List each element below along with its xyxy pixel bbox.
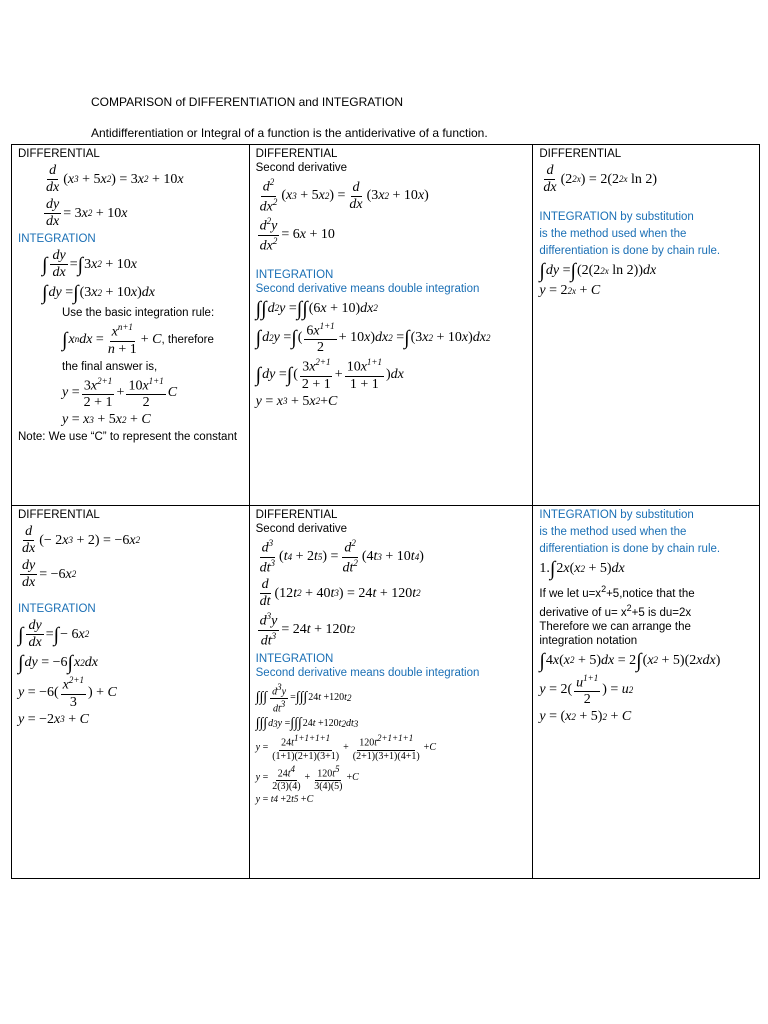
math-block: ∫∫∫ $\frac{d^3y}{dt^3}$ = ∫∫∫ 24 t +120 t 2 ∫∫∫ d 3 y = ∫∫∫ 24 t +120 t 2 dt 3 y = $\frac{24t^{1+1+1+1}}{(1+1)(2+1)(3+1)}$ + $\frac{120t^{2+1+1+1}}{(2+1)(3+1)(4+1)}$ + C y = $\frac{24t^4}{2(3)(4)}$ + $\frac{120t^5}{3(4)(5)}$ + C y = t 4 +2 t 5 + C — [255, 681, 436, 805]
cell-polynomial — [12, 145, 250, 506]
math-block: $\frac{d}{dx}$ (2 2x ) = 2(2 2x ln 2) — [543, 163, 658, 195]
substitution-line-3: differentiation is done by chain rule. — [539, 245, 721, 257]
math-block: ∫ dy = ∫ (2(2 2x ln 2)) dx y = 2 2x + C — [539, 260, 657, 298]
math-block: $\frac{d}{dx}$ (− 2 x 3 + 2) = −6 x 2 $\frac{dy}{dx}$ = −6 x 2 — [22, 524, 141, 590]
math-block: ∫ $\frac{dy}{dx}$ = ∫ − 6 x 2 ∫ dy = −6 ∫ x 2 dx y = −6( $\frac{x^{2+1}}{3}$ ) + C y = −2 x 3 + C — [18, 618, 117, 727]
substitution-line-1: INTEGRATION by substitution — [539, 509, 694, 521]
differential-heading: DIFFERENTIAL — [18, 148, 100, 160]
final-answer-text: the final answer is, — [62, 360, 158, 373]
substitution-line-2: is the method used when the — [539, 526, 687, 538]
constant-note: Note: We use “C” to represent the constant — [18, 431, 238, 444]
let-text: If we let $u=x^2+5,notice$ that the — [539, 584, 695, 600]
differential-heading: DIFFERENTIAL — [255, 148, 338, 160]
page-title: COMPARISON of DIFFERENTIATION and INTEGRATION — [91, 95, 404, 109]
differential-heading: DIFFERENTIAL — [539, 148, 622, 160]
second-derivative-heading: Second derivative — [255, 523, 348, 535]
cell-second-derivative-t — [249, 506, 533, 879]
math-block: y = $\frac{3x^{2+1}}{2 + 1}$ + $\frac{10x^{1+1}}{2}$ C y = x 3 + 5 x 2 + C — [62, 375, 178, 428]
arrange-text-1: Therefore we can arrange the — [539, 620, 691, 633]
power-rule: ∫ x n dx = $\frac{x^{n+1}}{n + 1}$ + C , therefore — [62, 322, 214, 357]
second-derivative-heading: Second derivative — [255, 162, 348, 174]
differential-heading: DIFFERENTIAL — [18, 509, 100, 521]
math-block: $\frac{d}{dx}$ ( x 3 + 5 x 2 ) = 3 x 2 + 10 x $\frac{dy}{dx}$ = 3 x 2 + 10 x — [46, 163, 184, 229]
substitution-line-2: is the method used when the — [539, 228, 687, 240]
substitution-line-3: differentiation is done by chain rule. — [539, 543, 721, 555]
substitution-line-1: INTEGRATION by substitution — [539, 211, 694, 223]
integration-heading: INTEGRATION — [18, 603, 96, 615]
table-row — [12, 145, 760, 506]
cell-substitution — [533, 506, 760, 879]
integration-heading: INTEGRATION — [255, 652, 334, 665]
basic-rule-text: Use the basic integration rule: — [62, 307, 215, 319]
double-integration-heading: Second derivative means double integration — [255, 282, 480, 295]
comparison-table — [11, 144, 760, 879]
math-block: ∫ $\frac{dy}{dx}$ = ∫ 3 x 2 + 10 x ∫ dy = ∫ (3 x 2 + 10 x ) dx — [42, 248, 155, 304]
integration-heading: INTEGRATION — [255, 268, 334, 281]
table-row — [12, 506, 760, 879]
math-block: ∫∫ d 2 y = ∫∫ (6 x + 10) dx 2 ∫ d 2 y = ∫ ( $\frac{6x^{1+1}}{2}$ + 10 x ) dx 2 = ∫ (3 x 2 + 10 x ) dx 2 ∫ dy = ∫ ( $\frac{3x^{2+1}}{2 + 1}$ + $\frac{10x^{1+1}}{1 + 1}$ ) dx y = x 3 + 5 x 2 + C — [255, 297, 491, 409]
differential-heading: DIFFERENTIAL — [255, 509, 338, 521]
arrange-text-2: integration notation — [539, 634, 638, 647]
math-block: 1. ∫ 2 x ( x 2 + 5) dx — [539, 558, 625, 580]
double-integration-heading: Second derivative means double integration — [255, 666, 480, 679]
cell-chain-rule — [533, 145, 760, 506]
integration-heading: INTEGRATION — [18, 233, 96, 245]
intro-text: Antidifferentiation or Integral of a function is the antiderivative of a function. — [91, 126, 488, 140]
math-block: ∫ 4 x ( x 2 + 5) dx = 2 ∫ ( x 2 + 5)(2 xdx ) y = 2( $\frac{u^{1+1}}{2}$ ) = u 2 y = ( x 2 + 5) 2 + C — [539, 649, 721, 725]
cell-negative-polynomial — [12, 506, 250, 879]
math-block: $\frac{d^3}{dt^3}$ ( t 4 + 2 t 5 ) = $\frac{d^2}{dt^2}$ (4 t 3 + 10 t 4 ) $\frac{d}{dt}$ (12 t 2 + 40 t 3 ) = 24 t + 120 t 2 $\frac{d^3y}{dt^3}$ = 24 t + 120 t 2 — [259, 538, 424, 649]
derivative-text: derivative of $u= x^2+5$ is du=2x — [539, 602, 692, 619]
math-block: $\frac{d^2}{dx^2}$ ( x 3 + 5 x 2 ) = $\frac{d}{dx}$ (3 x 2 + 10 x ) $\frac{d^2y}{dx^2}$ = 6 x + 10 — [259, 177, 429, 254]
cell-second-derivative — [249, 145, 533, 506]
